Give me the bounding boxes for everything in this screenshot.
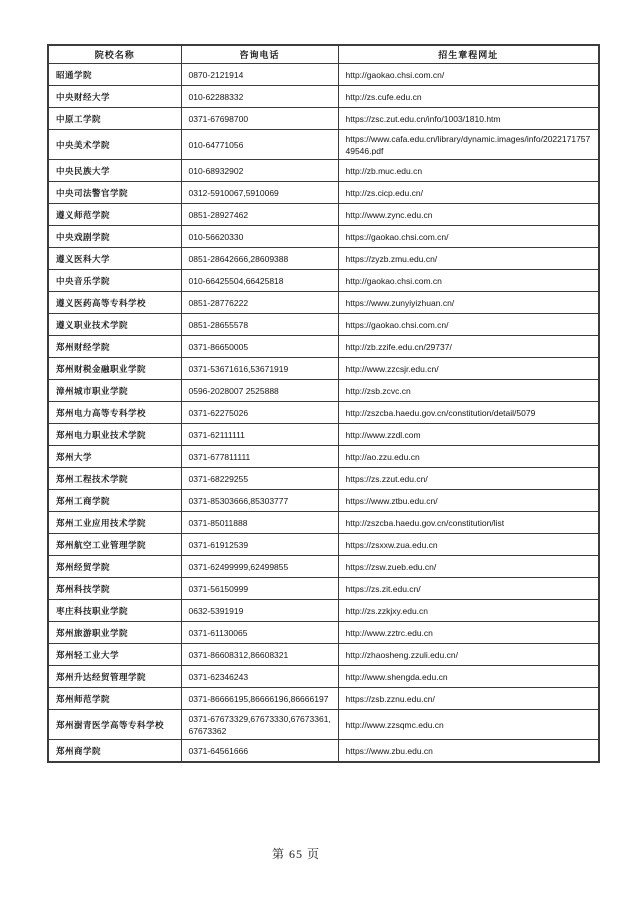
col-header-admission-url: 招生章程网址 <box>338 45 599 64</box>
table-row <box>48 666 599 688</box>
institution-name-cell: 遵义职业技术学院 <box>48 314 181 336</box>
institution-name-cell: 郑州大学 <box>48 446 181 468</box>
admission-url-cell: http://www.zzcsjr.edu.cn/ <box>338 358 599 380</box>
admission-url-cell: http://zs.cicp.edu.cn/ <box>338 182 599 204</box>
phone-cell: 010-64771056 <box>181 130 338 160</box>
institution-name-cell: 中央音乐学院 <box>48 270 181 292</box>
table-row <box>48 314 599 336</box>
phone-cell: 0851-28776222 <box>181 292 338 314</box>
table-row <box>48 534 599 556</box>
admission-url-cell: https://www.zunyiyizhuan.cn/ <box>338 292 599 314</box>
admission-url-cell: https://www.ztbu.edu.cn/ <box>338 490 599 512</box>
institution-name-cell: 遵义师范学院 <box>48 204 181 226</box>
phone-cell: 0371-62275026 <box>181 402 338 424</box>
table-row <box>48 86 599 108</box>
table-row <box>48 490 599 512</box>
institution-name-cell: 漳州城市职业学院 <box>48 380 181 402</box>
admission-url-cell: http://gaokao.chsi.com.cn <box>338 270 599 292</box>
institution-name-cell: 中央美术学院 <box>48 130 181 160</box>
institution-name-cell: 中央司法警官学院 <box>48 182 181 204</box>
institution-name-cell: 遵义医药高等专科学校 <box>48 292 181 314</box>
table-row <box>48 740 599 763</box>
admission-url-cell: http://www.zzsqmc.edu.cn <box>338 710 599 740</box>
institutions-table <box>47 44 600 763</box>
phone-cell: 0371-67698700 <box>181 108 338 130</box>
table-row <box>48 336 599 358</box>
page-number: 第 65 页 <box>271 847 320 861</box>
admission-url-cell: https://gaokao.chsi.com.cn/ <box>338 314 599 336</box>
phone-cell: 0371-62111111 <box>181 424 338 446</box>
admission-url-cell: http://www.zzdl.com <box>338 424 599 446</box>
institution-name-cell: 郑州电力高等专科学校 <box>48 402 181 424</box>
institution-name-cell: 枣庄科技职业学院 <box>48 600 181 622</box>
phone-cell: 0371-62346243 <box>181 666 338 688</box>
phone-cell: 0851-28642666,28609388 <box>181 248 338 270</box>
institution-name-cell: 中央戏剧学院 <box>48 226 181 248</box>
table-row <box>48 292 599 314</box>
institution-name-cell: 郑州旅游职业学院 <box>48 622 181 644</box>
phone-cell: 0371-85011888 <box>181 512 338 534</box>
table-row <box>48 380 599 402</box>
table-row <box>48 468 599 490</box>
table-row <box>48 424 599 446</box>
institution-name-cell: 郑州航空工业管理学院 <box>48 534 181 556</box>
institution-name-cell: 郑州电力职业技术学院 <box>48 424 181 446</box>
phone-cell: 0312-5910067,5910069 <box>181 182 338 204</box>
table-row <box>48 160 599 182</box>
institution-name-cell: 郑州工商学院 <box>48 490 181 512</box>
phone-cell: 0371-86650005 <box>181 336 338 358</box>
admission-url-cell: https://gaokao.chsi.com.cn/ <box>338 226 599 248</box>
table-row <box>48 358 599 380</box>
phone-cell: 0632-5391919 <box>181 600 338 622</box>
admission-url-cell: http://ao.zzu.edu.cn <box>338 446 599 468</box>
admission-url-cell: http://zs.cufe.edu.cn <box>338 86 599 108</box>
phone-cell: 0870-2121914 <box>181 64 338 86</box>
phone-cell: 010-62288332 <box>181 86 338 108</box>
institution-name-cell: 昭通学院 <box>48 64 181 86</box>
institution-name-cell: 中央财经大学 <box>48 86 181 108</box>
table-row <box>48 622 599 644</box>
table-row <box>48 688 599 710</box>
table-row <box>48 710 599 740</box>
admission-url-cell: https://www.cafa.edu.cn/library/dynamic.images/info/202217175749546.pdf <box>338 130 599 160</box>
table-row <box>48 556 599 578</box>
institution-name-cell: 郑州轻工业大学 <box>48 644 181 666</box>
institution-name-cell: 郑州工程技术学院 <box>48 468 181 490</box>
admission-url-cell: https://zsb.zznu.edu.cn/ <box>338 688 599 710</box>
institution-name-cell: 郑州澍青医学高等专科学校 <box>48 710 181 740</box>
table-row <box>48 512 599 534</box>
admission-url-cell: http://zb.zzife.edu.cn/29737/ <box>338 336 599 358</box>
phone-cell: 0371-86608312,86608321 <box>181 644 338 666</box>
institution-name-cell: 郑州财税金融职业学院 <box>48 358 181 380</box>
table-row <box>48 600 599 622</box>
phone-cell: 010-66425504,66425818 <box>181 270 338 292</box>
institution-name-cell: 郑州师范学院 <box>48 688 181 710</box>
table-row <box>48 182 599 204</box>
admission-url-cell: http://zszcba.haedu.gov.cn/constitution/detail/5079 <box>338 402 599 424</box>
admission-url-cell: http://www.zync.edu.cn <box>338 204 599 226</box>
institution-name-cell: 中原工学院 <box>48 108 181 130</box>
table-row <box>48 644 599 666</box>
phone-cell: 0851-28927462 <box>181 204 338 226</box>
table-row <box>48 130 599 160</box>
table-row <box>48 446 599 468</box>
admission-url-cell: https://www.zbu.edu.cn <box>338 740 599 763</box>
phone-cell: 0371-62499999,62499855 <box>181 556 338 578</box>
table-row <box>48 226 599 248</box>
admission-url-cell: http://zhaosheng.zzuli.edu.cn/ <box>338 644 599 666</box>
admission-url-cell: https://zs.zit.edu.cn/ <box>338 578 599 600</box>
admission-url-cell: https://zsw.zueb.edu.cn/ <box>338 556 599 578</box>
admission-url-cell: http://www.zztrc.edu.cn <box>338 622 599 644</box>
table-header-row <box>48 45 599 64</box>
table-row <box>48 204 599 226</box>
table-row <box>48 248 599 270</box>
phone-cell: 0371-67673329,67673330,67673361,67673362 <box>181 710 338 740</box>
institution-name-cell: 郑州工业应用技术学院 <box>48 512 181 534</box>
institution-name-cell: 遵义医科大学 <box>48 248 181 270</box>
phone-cell: 010-56620330 <box>181 226 338 248</box>
admission-url-cell: http://zs.zzkjxy.edu.cn <box>338 600 599 622</box>
phone-cell: 0596-2028007 2525888 <box>181 380 338 402</box>
admission-url-cell: http://zsb.zcvc.cn <box>338 380 599 402</box>
admission-url-cell: https://zyzb.zmu.edu.cn/ <box>338 248 599 270</box>
phone-cell: 010-68932902 <box>181 160 338 182</box>
phone-cell: 0371-677811111 <box>181 446 338 468</box>
admission-url-cell: http://www.shengda.edu.cn <box>338 666 599 688</box>
admission-url-cell: http://zszcba.haedu.gov.cn/constitution/list <box>338 512 599 534</box>
admission-url-cell: https://zsxxw.zua.edu.cn <box>338 534 599 556</box>
table-row <box>48 402 599 424</box>
table-row <box>48 270 599 292</box>
phone-cell: 0371-61912539 <box>181 534 338 556</box>
table-row <box>48 578 599 600</box>
institution-name-cell: 郑州商学院 <box>48 740 181 763</box>
phone-cell: 0371-56150999 <box>181 578 338 600</box>
phone-cell: 0371-86666195,86666196,86666197 <box>181 688 338 710</box>
table-row <box>48 64 599 86</box>
admission-url-cell: http://zb.muc.edu.cn <box>338 160 599 182</box>
phone-cell: 0371-61130065 <box>181 622 338 644</box>
phone-cell: 0371-53671616,53671919 <box>181 358 338 380</box>
phone-cell: 0371-85303666,85303777 <box>181 490 338 512</box>
col-header-institution-name: 院校名称 <box>48 45 181 64</box>
table-row <box>48 108 599 130</box>
phone-cell: 0371-64561666 <box>181 740 338 763</box>
institution-name-cell: 郑州科技学院 <box>48 578 181 600</box>
institution-name-cell: 郑州升达经贸管理学院 <box>48 666 181 688</box>
col-header-phone: 咨询电话 <box>181 45 338 64</box>
institution-name-cell: 郑州经贸学院 <box>48 556 181 578</box>
admission-url-cell: https://zs.zzut.edu.cn/ <box>338 468 599 490</box>
phone-cell: 0371-68229255 <box>181 468 338 490</box>
admission-url-cell: http://gaokao.chsi.com.cn/ <box>338 64 599 86</box>
institution-name-cell: 郑州财经学院 <box>48 336 181 358</box>
institution-name-cell: 中央民族大学 <box>48 160 181 182</box>
admission-url-cell: https://zsc.zut.edu.cn/info/1003/1810.htm <box>338 108 599 130</box>
phone-cell: 0851-28655578 <box>181 314 338 336</box>
